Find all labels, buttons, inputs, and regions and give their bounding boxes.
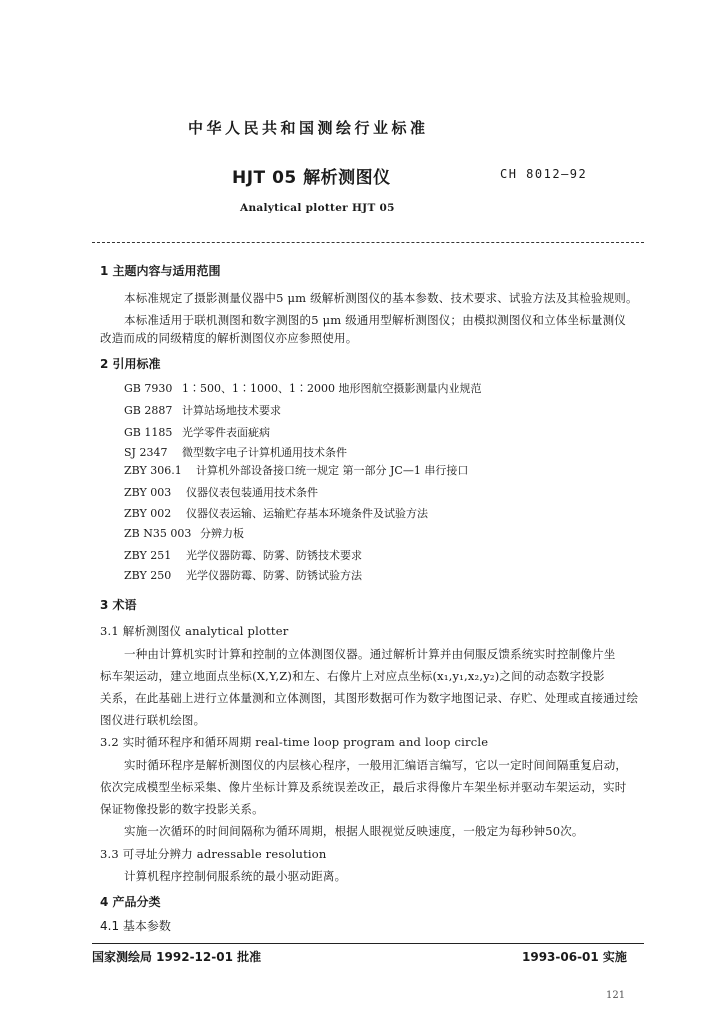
ref-code: ZBY 306.1	[124, 464, 182, 477]
ref-item	[124, 462, 468, 478]
ref-text: 分辨力板	[200, 527, 244, 540]
ref-code: ZBY 002	[124, 507, 172, 520]
page-number: 121	[606, 990, 626, 1001]
term-3-2-heading: 3.2 实时循环程序和循环周期 real-time loop program and loop circle	[100, 735, 489, 749]
header-divider	[92, 242, 644, 243]
term-3-1-line-2: 标车架运动，建立地面点坐标(X,Y,Z)和左、右像片上对应点坐标(x₁,y₁,x₂,y₂)之间的动态数字投影	[100, 669, 605, 683]
ref-text: 光学仪器防霉、防雾、防锈技术要求	[186, 549, 362, 562]
term-3-3-line-1: 计算机程序控制伺服系统的最小驱动距离。	[124, 869, 347, 883]
section-1-para-2-line-2: 改造而成的同级精度的解析测图仪亦应参照使用。	[100, 331, 358, 345]
org-title: 中华人民共和国测绘行业标准	[188, 119, 429, 137]
ref-item	[124, 380, 481, 396]
term-3-3-heading: 3.3 可寻址分辨力 adressable resolution	[100, 847, 327, 861]
ref-item	[124, 547, 362, 563]
ref-code: GB 2887	[124, 404, 173, 417]
ref-text: 1∶500、1∶1000、1∶2000 地形图航空摄影测量内业规范	[182, 382, 482, 395]
term-3-1-line-1: 一种由计算机实时计算和控制的立体测图仪器。通过解析计算并由伺服反馈系统实时控制像片坐	[124, 647, 616, 661]
ref-text: 仪器仪表包装通用技术条件	[186, 486, 318, 499]
approval-line: 国家测绘局 1992-12-01 批准	[92, 950, 262, 964]
ref-code: GB 1185	[124, 426, 173, 439]
ref-item	[124, 402, 281, 418]
ref-code: ZBY 251	[124, 549, 172, 562]
term-3-2-line-4: 实施一次循环的时间间隔称为循环周期，根据人眼视觉反映速度，一般定为每秒钟50次。	[124, 824, 584, 838]
ref-text: 光学零件表面疵病	[182, 426, 270, 439]
ref-item	[124, 484, 318, 500]
term-3-2-line-2: 依次完成模型坐标采集、像片坐标计算及系统误差改正，最后求得像片车架坐标并驱动车架运动，实时	[100, 780, 627, 794]
section-4-1-heading: 4.1 基本参数	[100, 919, 171, 933]
ref-item	[124, 567, 362, 583]
ref-item	[124, 424, 270, 440]
ref-text: 仪器仪表运输、运输贮存基本环境条件及试验方法	[186, 507, 428, 520]
section-1-para-1: 本标准规定了摄影测量仪器中5 μm 级解析测图仪的基本参数、技术要求、试验方法及其检验规则。	[124, 291, 638, 305]
term-3-1-heading: 3.1 解析测图仪 analytical plotter	[100, 624, 289, 638]
section-1-heading: 1 主题内容与适用范围	[100, 264, 221, 278]
subtitle-en: Analytical plotter HJT 05	[240, 202, 395, 214]
ref-text: 计算站场地技术要求	[182, 404, 281, 417]
ref-item	[124, 444, 347, 460]
doc-code: CH 8012—92	[500, 167, 588, 181]
ref-item	[124, 525, 244, 541]
implementation-line: 1993-06-01 实施	[522, 950, 627, 964]
section-1-para-2-line-1: 本标准适用于联机测图和数字测图的5 μm 级通用型解析测图仪；由模拟测图仪和立体坐标量测仪	[124, 313, 627, 327]
ref-code: ZBY 250	[124, 569, 172, 582]
ref-text: 计算机外部设备接口统一规定 第一部分 JC—1 串行接口	[196, 464, 469, 477]
ref-code: ZBY 003	[124, 486, 172, 499]
term-3-1-line-3: 关系，在此基础上进行立体量测和立体测图，其图形数据可作为数字地图记录、存贮、处理或直接通过绘	[100, 691, 639, 705]
ref-item	[124, 505, 428, 521]
ref-text: 光学仪器防霉、防雾、防锈试验方法	[186, 569, 362, 582]
ref-code: GB 7930	[124, 382, 173, 395]
section-3-heading: 3 术语	[100, 598, 137, 612]
section-4-heading: 4 产品分类	[100, 895, 161, 909]
section-2-heading: 2 引用标准	[100, 357, 161, 371]
doc-title: HJT 05 解析测图仪	[232, 168, 391, 188]
term-3-1-line-4: 图仪进行联机绘图。	[100, 713, 206, 727]
ref-text: 微型数字电子计算机通用技术条件	[182, 446, 347, 459]
ref-code: ZB N35 003	[124, 527, 192, 540]
term-3-2-line-1: 实时循环程序是解析测图仪的内层核心程序，一般用汇编语言编写，它以一定时间间隔重复启动，	[124, 758, 628, 772]
term-3-2-line-3: 保证物像投影的数字投影关系。	[100, 802, 264, 816]
ref-code: SJ 2347	[124, 446, 168, 459]
footer-divider	[92, 943, 644, 944]
